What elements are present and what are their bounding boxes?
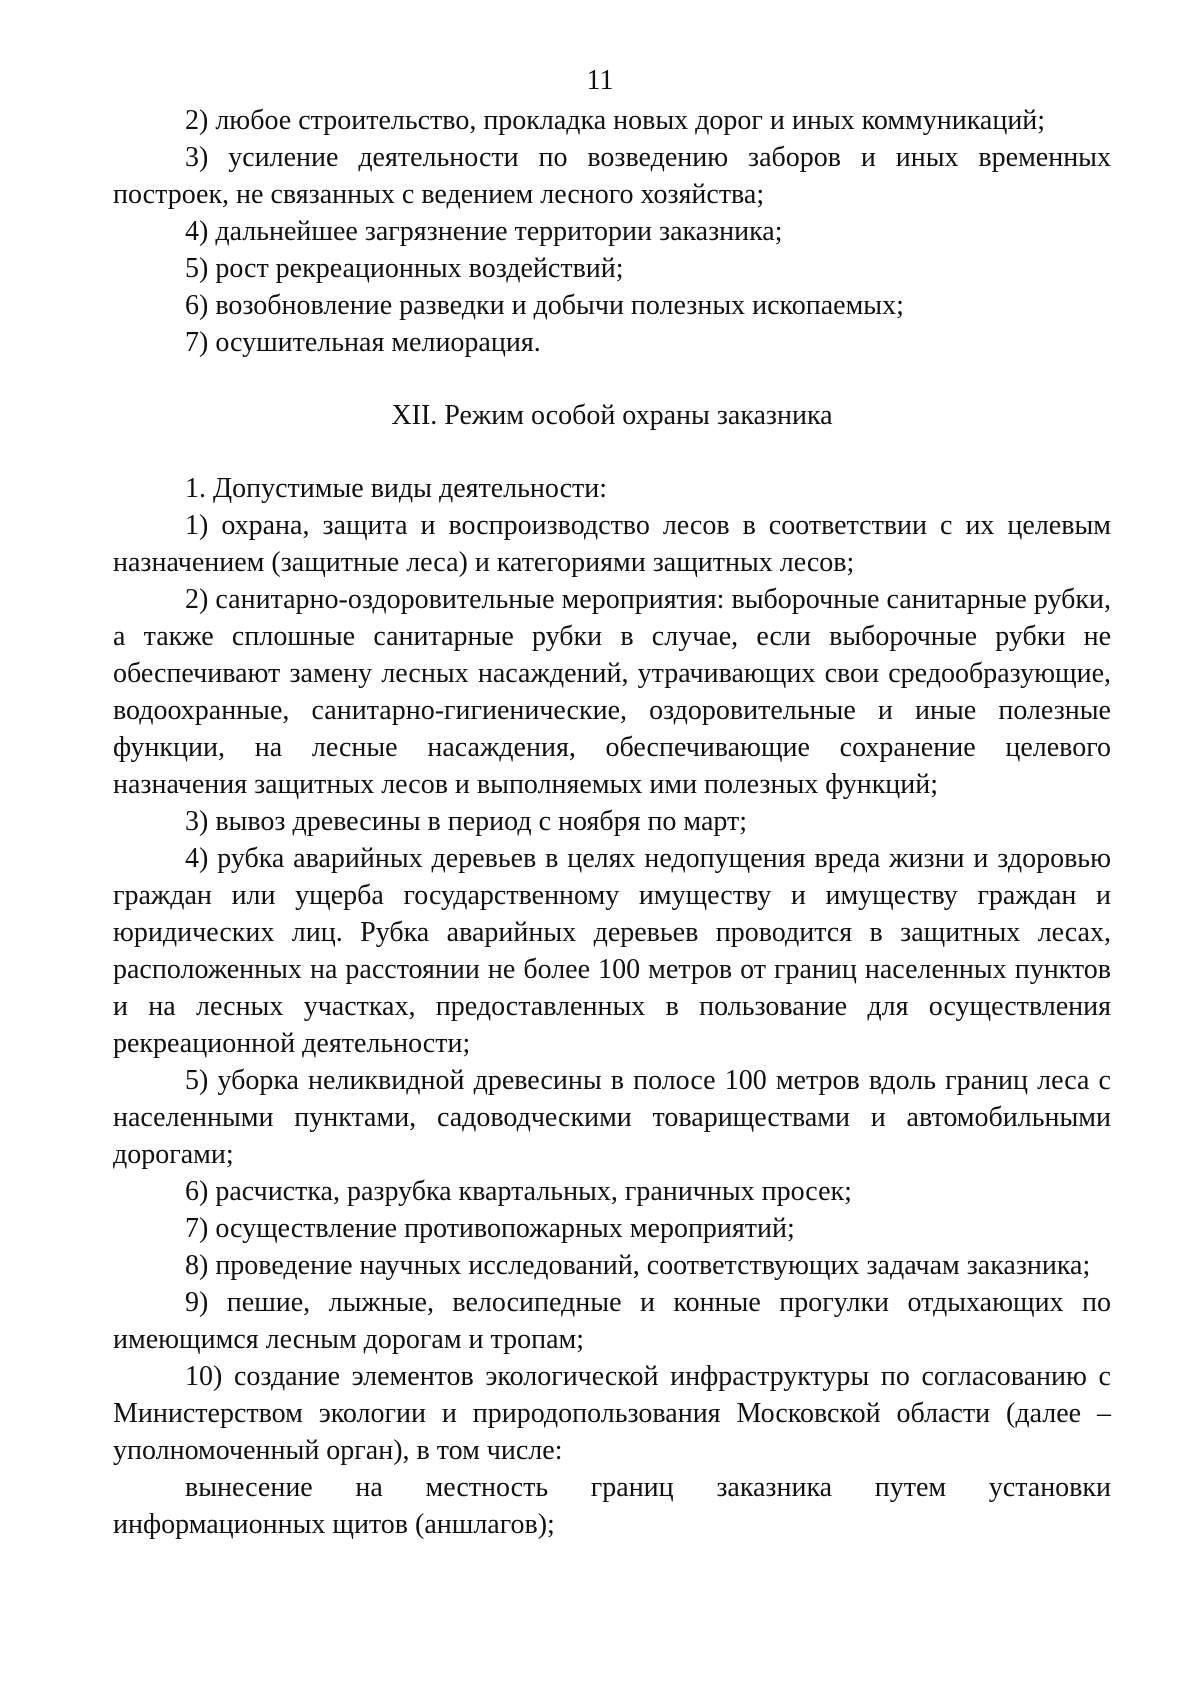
list-item: 3) вывоз древесины в период с ноября по март;: [185, 806, 748, 837]
list-item: 5) уборка неликвидной древесины в полосе 100 метров вдоль границ леса с населенными пунктами, садоводческими товариществами и автомобильными дорогами;: [113, 1065, 1111, 1170]
list-item: 5) рост рекреационных воздействий;: [185, 253, 624, 284]
subsection-title: 1. Допустимые виды деятельности:: [185, 473, 608, 504]
list-item: вынесение на местность границ заказника путем установки информационных щитов (аншлагов);: [113, 1472, 1111, 1540]
list-item: 10) создание элементов экологической инфраструктуры по согласованию с Министерством экологии и природопользования Московской области (далее – уполномоченный орган), в том числе:: [113, 1361, 1111, 1466]
list-item: 6) расчистка, разрубка квартальных, граничных просек;: [185, 1176, 852, 1207]
list-item: 9) пешие, лыжные, велосипедные и конные прогулки отдыхающих по имеющимся лесным дорогам и тропам;: [113, 1287, 1111, 1355]
document-body: [113, 102, 1111, 1543]
list-item: 4) рубка аварийных деревьев в целях недопущения вреда жизни и здоровью граждан или ущерба государственному имуществу и имуществу граждан и юридических лиц. Рубка аварийных деревьев проводится в защитных лесах, расположенных на расстоянии не более 100 метров от границ населенных пунктов и на лесных участках, предоставленных в пользование для осуществления рекреационной деятельности;: [113, 843, 1111, 1059]
list-item: 6) возобновление разведки и добычи полезных ископаемых;: [185, 290, 904, 321]
list-item: 2) любое строительство, прокладка новых дорог и иных коммуникаций;: [185, 105, 1046, 136]
list-item: 4) дальнейшее загрязнение территории заказника;: [185, 216, 783, 247]
list-item: 8) проведение научных исследований, соответствующих задачам заказника;: [185, 1250, 1091, 1281]
list-item: 3) усиление деятельности по возведению заборов и иных временных построек, не связанных с ведением лесного хозяйства;: [113, 142, 1111, 210]
list-item: 1) охрана, защита и воспроизводство лесов в соответствии с их целевым назначением (защитные леса) и категориями защитных лесов;: [113, 510, 1111, 578]
page-number: 11: [586, 65, 614, 96]
list-item: 7) осушительная мелиорация.: [185, 327, 541, 358]
list-item: 7) осуществление противопожарных мероприятий;: [185, 1213, 795, 1244]
list-item: 2) санитарно-оздоровительные мероприятия: выборочные санитарные рубки, а также сплошные санитарные рубки в случае, если выборочные рубки не обеспечивают замену лесных насаждений, утрачивающих свои средообразующие, водоохранные, санитарно-гигиенические, оздоровительные и иные полезные функции, на лесные насаждения, обеспечивающие сохранение целевого назначения защитных лесов и выполняемых ими полезных функций;: [113, 584, 1111, 800]
section-heading: XII. Режим особой охраны заказника: [391, 400, 833, 431]
